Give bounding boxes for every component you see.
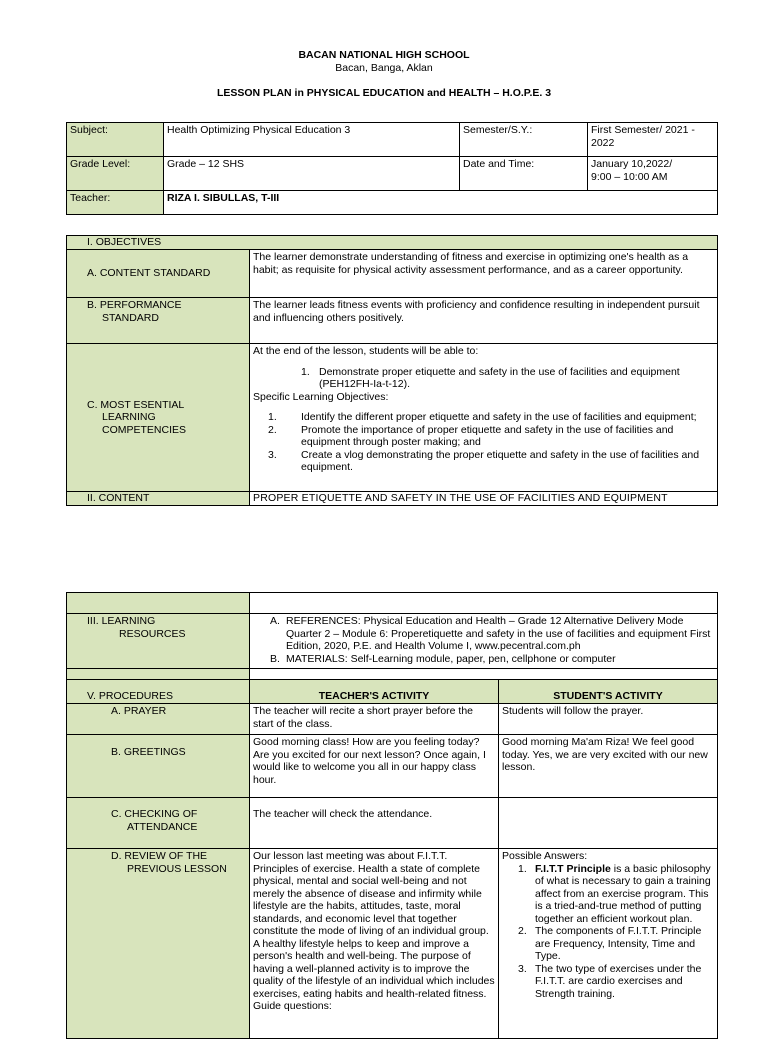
possible-answer-item [502,863,714,926]
review-label-line1: D. REVIEW OF THE [111,850,208,862]
school-name: BACAN NATIONAL HIGH SCHOOL [298,49,470,61]
teacher-value: RIZA I. SIBULLAS, T-III [164,191,718,215]
content-standard-text: The learner demonstrate understanding of fitness and exercise in optimizing one's health as a habit; as requisite for physical activity assessment performance, and as a career opportunity. [250,250,718,298]
main-competency [253,366,714,391]
specific-objective-number: 3. [268,448,277,461]
competencies-label-line3: COMPETENCIES [102,423,187,436]
materials-item [253,653,714,666]
performance-standard-text: The learner leads fitness events with proficiency and confidence resulting in independent pursuit and influencing others positively. [250,298,718,344]
teacher-label: Teacher: [67,191,164,215]
competencies-label-line1: C. MOST ESENTIAL [87,398,185,411]
main-competency-number: 1. [301,365,310,378]
content-text: PROPER ETIQUETTE AND SAFETY IN THE USE OF FACILITIES AND EQUIPMENT [250,492,718,506]
semester-value: First Semester/ 2021 - 2022 [588,123,718,157]
attendance-label-line2: ATTENDANCE [127,820,198,833]
possible-answers-list [502,863,714,1001]
document-title: LESSON PLAN in PHYSICAL EDUCATION and HEALTH – H.O.P.E. 3 [216,87,552,99]
procedures-label: V. PROCEDURES [67,680,250,704]
possible-answer-number: 1. [518,862,527,875]
competencies-label-line2: LEARNING [102,411,156,424]
competencies-label [67,344,250,492]
semester-label: Semester/S.Y.: [460,123,588,157]
content-label: II. CONTENT [67,492,250,506]
grade-value: Grade – 12 SHS [164,157,460,191]
grade-label: Grade Level: [67,157,164,191]
attendance-label [67,798,250,849]
references-letter: A. [270,615,280,627]
review-teacher-text: Our lesson last meeting was about F.I.T.T. Principles of exercise. Health a state of complete physical, mental and social well-being and not merely the absence of disease and infirmity while lifestyle are the habits, attitudes, taste, moral standards, and economic level that together constitute the mode of living of an individual group. A healthy lifestyle helps to keep and improve a person's health and well-being. The purpose of having a well-planned activity is to improve the quality of the lifestyle of an individual which includes exercises, eating habits and health-related fitness. [253,850,495,1000]
procedures-table [66,592,718,1039]
main-competency-text: Demonstrate proper etiquette and safety in the use of facilities and equipment (PEH12FH-Ia-t-12). [319,365,680,390]
content-standard-label: A. CONTENT STANDARD [67,250,250,298]
greetings-label: B. GREETINGS [67,735,250,798]
references-text: REFERENCES: Physical Education and Health – Grade 12 Alternative Delivery Mode Quarter 2 – Module 6: Properetiquette and safety in the use of facilities and equipment First Edition, 2020, P.E. and Health Volume I, www.pecentral.com.ph [286,615,711,652]
review-label [67,849,250,1039]
date-value-line2: 9:00 – 10:00 AM [591,170,668,183]
possible-answer-item [502,963,714,1001]
specific-objectives-label: Specific Learning Objectives: [253,390,389,403]
specific-objective-item [253,424,714,449]
resources-label-line1: III. LEARNING [87,615,156,627]
prayer-student: Students will follow the prayer. [499,704,718,735]
blank-label-cell [67,593,250,614]
materials-letter: B. [270,652,280,665]
possible-answer-number: 2. [518,925,527,937]
attendance-label-line1: C. CHECKING OF [111,808,198,820]
date-label: Date and Time: [460,157,588,191]
performance-label-line1: B. PERFORMANCE [87,299,182,311]
info-table [66,122,718,215]
specific-objectives-list [253,411,714,474]
specific-objective-number: 1. [268,411,277,423]
specific-objective-number: 2. [268,423,277,436]
student-activity-header: STUDENT'S ACTIVITY [499,680,718,704]
school-address: Bacan, Banga, Aklan [335,62,433,74]
greetings-teacher: Good morning class! How are you feeling today? Are you excited for our next lesson? Once again, I would like to welcome you all in our happy class hour. [250,735,499,798]
resources-label-line2: RESOURCES [119,627,186,640]
review-label-line2: PREVIOUS LESSON [127,862,227,875]
greetings-student: Good morning Ma'am Riza! We feel good today. Yes, we are very excited with our new lesson. [499,735,718,798]
subject-label: Subject: [67,123,164,157]
references-item [253,615,714,653]
attendance-teacher: The teacher will check the attendance. [250,798,499,849]
specific-objective-text: Promote the importance of proper etiquette and safety in the use of facilities and equipment through poster making; and [301,423,674,448]
specific-objective-item [253,449,714,474]
prayer-label: A. PRAYER [67,704,250,735]
competencies-text [250,344,718,492]
resources-label [67,614,250,669]
possible-answer-text: is a basic philosophy of what is necessary to gain a training affect from an exercise program. This is a tried-and-true method of putting together an efficient workout plan. [535,862,711,925]
blank-content-cell [250,593,718,614]
specific-objective-text: Create a vlog demonstrating the proper etiquette and safety in the use of facilities and equipment. [301,448,700,473]
prayer-teacher: The teacher will recite a short prayer before the start of the class. [250,704,499,735]
objectives-table [66,235,718,506]
attendance-student [499,798,718,849]
spacer-content-cell [250,669,718,680]
possible-answer-number: 3. [518,962,527,975]
specific-objective-text: Identify the different proper etiquette and safety in the use of facilities and equipment; [301,411,697,423]
possible-answer-item [502,925,714,963]
specific-objective-item [253,411,714,424]
subject-value: Health Optimizing Physical Education 3 [164,123,460,157]
competencies-intro: At the end of the lesson, students will be able to: [253,345,479,357]
possible-answer-text: The two type of exercises under the F.I.T.T. are cardio exercises and Strength training. [535,962,702,1000]
possible-answer-text: The components of F.I.T.T. Principle are Frequency, Intensity, Time and Type. [535,925,702,962]
objectives-heading: I. OBJECTIVES [67,236,718,250]
spacer-label-cell [67,669,250,680]
materials-text: MATERIALS: Self-Learning module, paper, pen, cellphone or computer [286,652,616,665]
date-value [588,157,718,191]
guide-questions-label: Guide questions: [253,1000,332,1012]
possible-answers-label: Possible Answers: [502,850,588,862]
performance-standard-label [67,298,250,344]
review-teacher [250,849,499,1039]
performance-label-line2: STANDARD [102,311,159,324]
possible-answer-term: F.I.T.T Principle [535,862,611,875]
teacher-activity-header: TEACHER'S ACTIVITY [250,680,499,704]
date-value-line1: January 10,2022/ [591,158,673,170]
review-student [499,849,718,1039]
resources-text [250,614,718,669]
